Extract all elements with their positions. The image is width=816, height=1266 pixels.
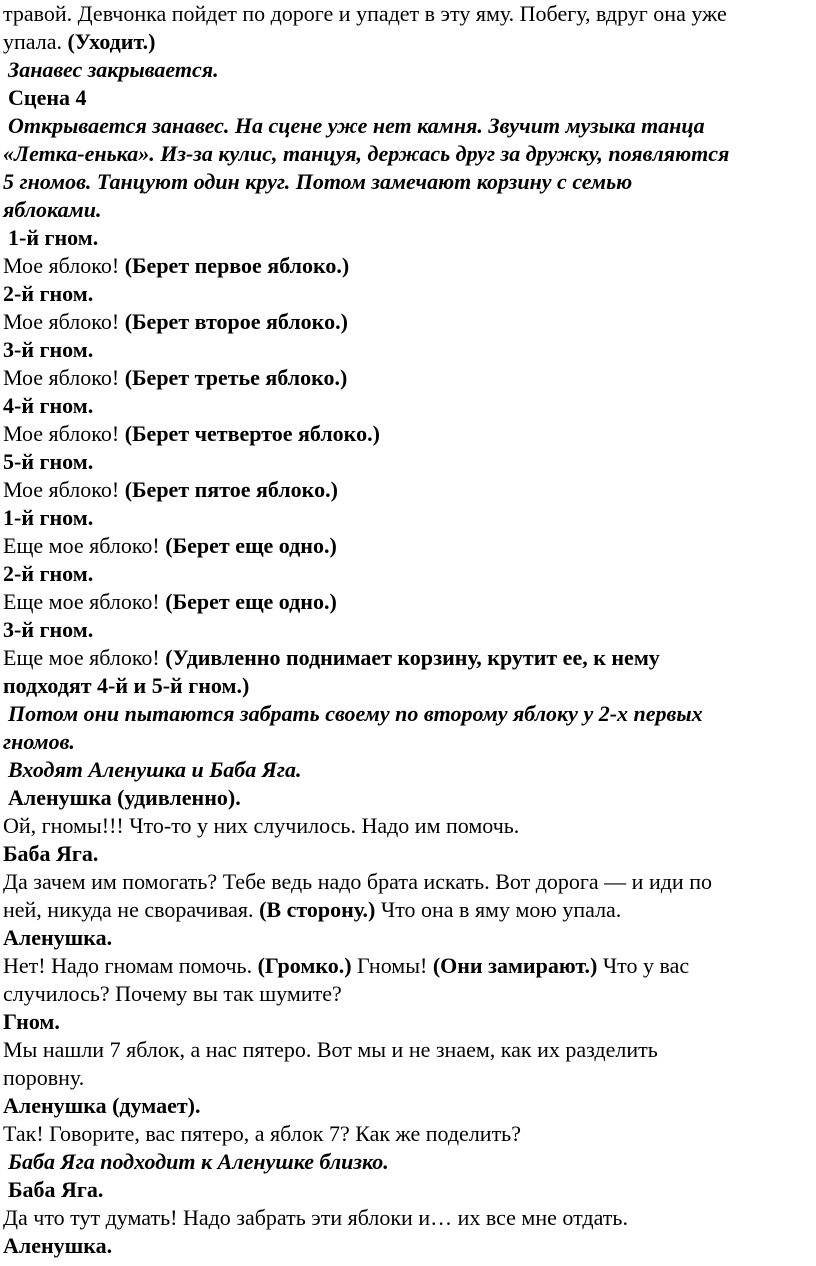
- stage-direction-run: Баба Яга подходит к Аленушке близко.: [8, 1149, 389, 1174]
- text-line: [3, 1092, 813, 1120]
- bold-text-run: (Удивленно поднимает корзину, крутит ее, к нему: [165, 645, 660, 670]
- bold-text-run: 2-й гном.: [3, 561, 94, 586]
- text-line: [3, 1232, 813, 1260]
- bold-text-run: (Берет первое яблоко.): [124, 253, 350, 278]
- text-line: [3, 868, 813, 896]
- text-line: [3, 308, 813, 336]
- text-run: Еще мое яблоко!: [3, 589, 166, 614]
- text-run: Да что тут думать! Надо забрать эти яблоки и… их все мне отдать.: [3, 1205, 628, 1230]
- text-run: Нет! Надо гномам помочь.: [3, 953, 258, 978]
- bold-text-run: 3-й гном.: [3, 617, 94, 642]
- text-line: [3, 140, 813, 168]
- bold-text-run: (Берет еще одно.): [165, 533, 337, 558]
- text-line: [3, 784, 813, 812]
- bold-text-run: 2-й гном.: [3, 281, 94, 306]
- text-line: [3, 476, 813, 504]
- text-line: [3, 392, 813, 420]
- text-line: [3, 1204, 813, 1232]
- text-line: [3, 980, 813, 1008]
- text-run: Да зачем им помогать? Тебе ведь надо брата искать. Вот дорога — и иди по: [3, 869, 712, 894]
- text-run: ней, никуда не сворачивая.: [3, 897, 260, 922]
- text-line: [3, 28, 813, 56]
- text-run: случилось? Почему вы так шумите?: [3, 981, 342, 1006]
- bold-text-run: Аленушка.: [3, 1233, 113, 1258]
- text-line: [3, 84, 813, 112]
- text-run: Мое яблоко!: [3, 477, 125, 502]
- bold-text-run: (Они замирают.): [432, 953, 598, 978]
- text-run: Что она в яму мою упала.: [375, 897, 622, 922]
- bold-text-run: Баба Яга.: [3, 841, 99, 866]
- bold-text-run: 1-й гном.: [8, 225, 99, 250]
- text-line: [3, 252, 813, 280]
- bold-text-run: Баба Яга.: [8, 1177, 104, 1202]
- text-line: [3, 448, 813, 476]
- text-run: Мое яблоко!: [3, 421, 125, 446]
- text-run: Мы нашли 7 яблок, а нас пятеро. Вот мы и не знаем, как их разделить: [3, 1037, 658, 1062]
- text-line: [3, 504, 813, 532]
- text-run: поровну.: [3, 1065, 85, 1090]
- text-line: [3, 700, 813, 728]
- bold-text-run: Аленушка (удивленно).: [8, 785, 241, 810]
- text-line: [3, 756, 813, 784]
- bold-text-run: Аленушка (думает).: [3, 1093, 201, 1118]
- text-line: [3, 840, 813, 868]
- bold-text-run: (Громко.): [257, 953, 352, 978]
- text-line: [3, 812, 813, 840]
- bold-text-run: 1-й гном.: [3, 505, 94, 530]
- text-line: [3, 560, 813, 588]
- text-line: [3, 336, 813, 364]
- bold-text-run: (Берет еще одно.): [165, 589, 337, 614]
- text-line: [3, 952, 813, 980]
- text-line: [3, 1064, 813, 1092]
- stage-direction-run: яблоками.: [3, 197, 102, 222]
- stage-direction-run: Открывается занавес. На сцене уже нет камня. Звучит музыка танца: [8, 113, 705, 138]
- text-line: [3, 924, 813, 952]
- bold-text-run: 3-й гном.: [3, 337, 94, 362]
- text-line: [3, 420, 813, 448]
- bold-text-run: (Уходит.): [67, 29, 156, 54]
- text-line: [3, 0, 813, 28]
- text-line: [3, 728, 813, 756]
- bold-text-run: подходят 4-й и 5-й гном.): [3, 673, 250, 698]
- text-run: Гномы!: [351, 953, 433, 978]
- text-line: [3, 364, 813, 392]
- text-line: [3, 1176, 813, 1204]
- bold-text-run: (Берет второе яблоко.): [124, 309, 348, 334]
- stage-direction-run: Занавес закрывается.: [8, 57, 219, 82]
- text-run: Еще мое яблоко!: [3, 533, 166, 558]
- text-line: [3, 196, 813, 224]
- text-line: [3, 280, 813, 308]
- text-line: [3, 616, 813, 644]
- text-line: [3, 644, 813, 672]
- text-line: [3, 56, 813, 84]
- text-run: Мое яблоко!: [3, 365, 125, 390]
- text-line: [3, 1148, 813, 1176]
- bold-text-run: (Берет четвертое яблоко.): [124, 421, 380, 446]
- bold-text-run: (В сторону.): [259, 897, 376, 922]
- document-page: [3, 0, 813, 1260]
- text-line: [3, 1036, 813, 1064]
- text-run: упала.: [3, 29, 68, 54]
- text-run: травой. Девчонка пойдет по дороге и упадет в эту яму. Побегу, вдруг она уже: [3, 1, 727, 26]
- stage-direction-run: 5 гномов. Танцуют один круг. Потом замечают корзину с семью: [3, 169, 633, 194]
- stage-direction-run: Входят Аленушка и Баба Яга.: [8, 757, 302, 782]
- bold-text-run: 5-й гном.: [3, 449, 94, 474]
- bold-text-run: (Берет пятое яблоко.): [124, 477, 338, 502]
- text-line: [3, 896, 813, 924]
- text-line: [3, 224, 813, 252]
- bold-text-run: Гном.: [3, 1009, 60, 1034]
- bold-text-run: (Берет третье яблоко.): [124, 365, 348, 390]
- text-run: Еще мое яблоко!: [3, 645, 166, 670]
- bold-text-run: Аленушка.: [3, 925, 113, 950]
- text-line: [3, 588, 813, 616]
- bold-text-run: 4-й гном.: [3, 393, 94, 418]
- stage-direction-run: «Летка-енька». Из-за кулис, танцуя, держась друг за дружку, появляются: [3, 141, 730, 166]
- text-run: Что у вас: [597, 953, 690, 978]
- text-run: Так! Говорите, вас пятеро, а яблок 7? Как же поделить?: [3, 1121, 521, 1146]
- text-line: [3, 672, 813, 700]
- text-line: [3, 112, 813, 140]
- text-line: [3, 168, 813, 196]
- text-run: Мое яблоко!: [3, 309, 125, 334]
- stage-direction-run: Потом они пытаются забрать своему по второму яблоку у 2-х первых: [8, 701, 703, 726]
- stage-direction-run: гномов.: [3, 729, 75, 754]
- text-line: [3, 532, 813, 560]
- text-run: Ой, гномы!!! Что-то у них случилось. Надо им помочь.: [3, 813, 520, 838]
- text-run: Мое яблоко!: [3, 253, 125, 278]
- text-line: [3, 1120, 813, 1148]
- bold-text-run: Сцена 4: [8, 85, 87, 110]
- text-line: [3, 1008, 813, 1036]
